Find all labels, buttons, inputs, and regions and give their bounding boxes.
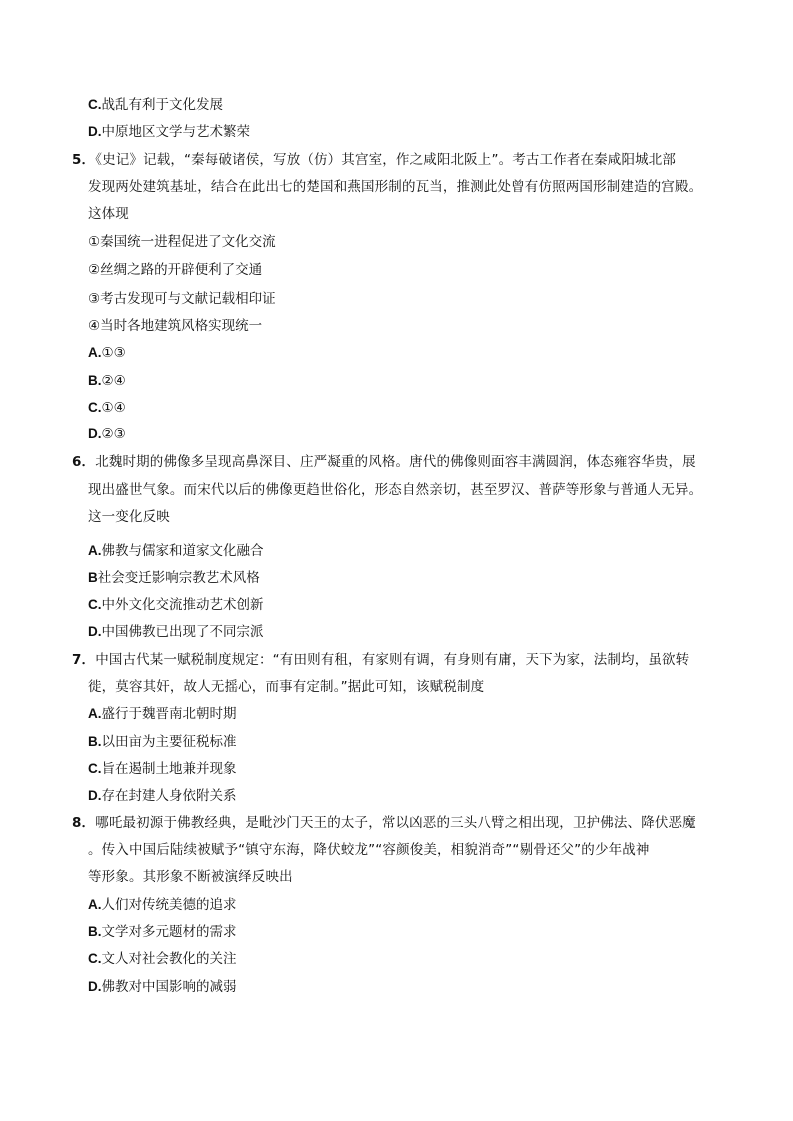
question-7-stem-line-1 [72,650,689,670]
option-text: 佛教与儒家和道家文化融合 [101,543,264,559]
statement-1: ①秦国统一进程促进了文化交流 [88,234,276,250]
option-text: 中国佛教已出现了不同宗派 [101,624,264,640]
question-5-stem-line-3: 这体现 [88,206,129,222]
option-label: A. [88,345,102,360]
option-label: C. [88,400,102,415]
option-text: ②③ [101,426,126,442]
statement-2: ②丝绸之路的开辟便利了交通 [88,262,263,278]
option-text: 文学对多元题材的需求 [101,924,237,940]
option-text: 盛行于魏晋南北朝时期 [101,706,237,722]
option-text: 中外文化交流推动艺术创新 [101,597,264,613]
option-label: A. [88,897,102,912]
question-number: 8． [72,815,96,831]
question-7-option-b [88,732,237,752]
option-prev-d [88,122,250,142]
option-label: B. [88,373,102,388]
option-text: 旨在遏制土地兼并现象 [101,761,237,777]
option-label: D. [88,979,102,994]
option-text: ①③ [101,345,126,361]
option-text: 战乱有利于文化发展 [101,97,223,113]
option-text: 以田亩为主要征税标准 [101,734,237,750]
question-5-option-c [88,398,126,418]
option-text: 社会变迁影响宗教艺术风格 [97,570,260,586]
question-5-option-d [88,424,126,444]
question-5-option-a [88,343,126,363]
statement-4: ④当时各地建筑风格实现统一 [88,318,263,334]
question-5-stem-line-1 [72,150,676,170]
stem-text: 中国古代某一赋税制度规定：“有田则有租，有家则有调，有身则有庸，天下为家，法制均，虽欲转 [95,652,690,668]
option-label: C. [88,761,102,776]
option-label: D. [88,426,102,441]
option-label: A. [88,706,102,721]
question-8-stem-line-1 [72,813,696,833]
question-6-option-c [88,595,264,615]
question-8-stem-line-3: 等形象。其形象不断被演绎反映出 [88,869,293,885]
question-6-option-a [88,541,264,561]
question-6-option-d [88,622,264,642]
option-label: C. [88,597,102,612]
option-label: B. [88,734,102,749]
question-8-option-a [88,895,237,915]
question-8-option-d [88,977,237,997]
option-label: D. [88,788,102,803]
option-text: 文人对社会教化的关注 [101,951,237,967]
option-label: D. [88,124,102,139]
question-6-stem-line-1 [72,452,696,472]
question-7-option-d [88,786,237,806]
question-6-stem-line-3: 这一变化反映 [88,509,170,525]
question-7-option-c [88,759,237,779]
question-8-option-c [88,949,237,969]
option-prev-c [88,95,223,115]
option-text: 存在封建人身依附关系 [101,788,237,804]
question-5-stem-line-2: 发现两处建筑基址，结合在此出七的楚国和燕国形制的瓦当，推测此处曾有仿照两国形制建造的宫殿。 [88,179,703,195]
option-text: 佛教对中国影响的减弱 [101,979,237,995]
question-8-stem-line-2: 。传入中国后陆续被赋予“镇守东海，降伏蛟龙”“容颜俊美，相貌消奇”“剔骨还父”的少年战神 [88,842,650,858]
option-label: C. [88,951,102,966]
option-label: D. [88,624,102,639]
option-label: B. [88,924,102,939]
stem-text: 哪吒最初源于佛教经典，是毗沙门天王的太子，常以凶恶的三头八臂之相出现，卫护佛法、降伏恶魔 [95,815,696,831]
option-text: 中原地区文学与艺术繁荣 [101,124,250,140]
question-6-option-b [88,568,260,588]
statement-3: ③考古发现可与文献记载相印证 [88,291,276,307]
question-number: 6． [72,454,96,470]
option-text: ②④ [101,373,126,389]
question-number: 5． [72,152,96,168]
option-label: A. [88,543,102,558]
option-text: ①④ [101,400,126,416]
question-7-option-a [88,704,237,724]
stem-text: 北魏时期的佛像多呈现高鼻深目、庄严凝重的风格。唐代的佛像则面容丰满圆润，体态雍容华贵，展 [95,454,696,470]
question-number: 7． [72,652,96,668]
question-7-stem-line-2: 徙，莫容其奸，故人无摇心，而事有定制。”据此可知，该赋税制度 [88,679,485,695]
option-text: 人们对传统美德的追求 [101,897,237,913]
question-6-stem-line-2: 现出盛世气象。而宋代以后的佛像更趋世俗化，形态自然亲切，甚至罗汉、普萨等形象与普通人无异。 [88,482,703,498]
option-label: B [88,570,98,585]
question-8-option-b [88,922,237,942]
option-label: C. [88,97,102,112]
stem-text: 《史记》记载，“秦每破诸侯，写放（仿）其宫室，作之咸阳北阪上”。考古工作者在秦咸阳城北部 [95,152,677,168]
question-5-option-b [88,371,126,391]
